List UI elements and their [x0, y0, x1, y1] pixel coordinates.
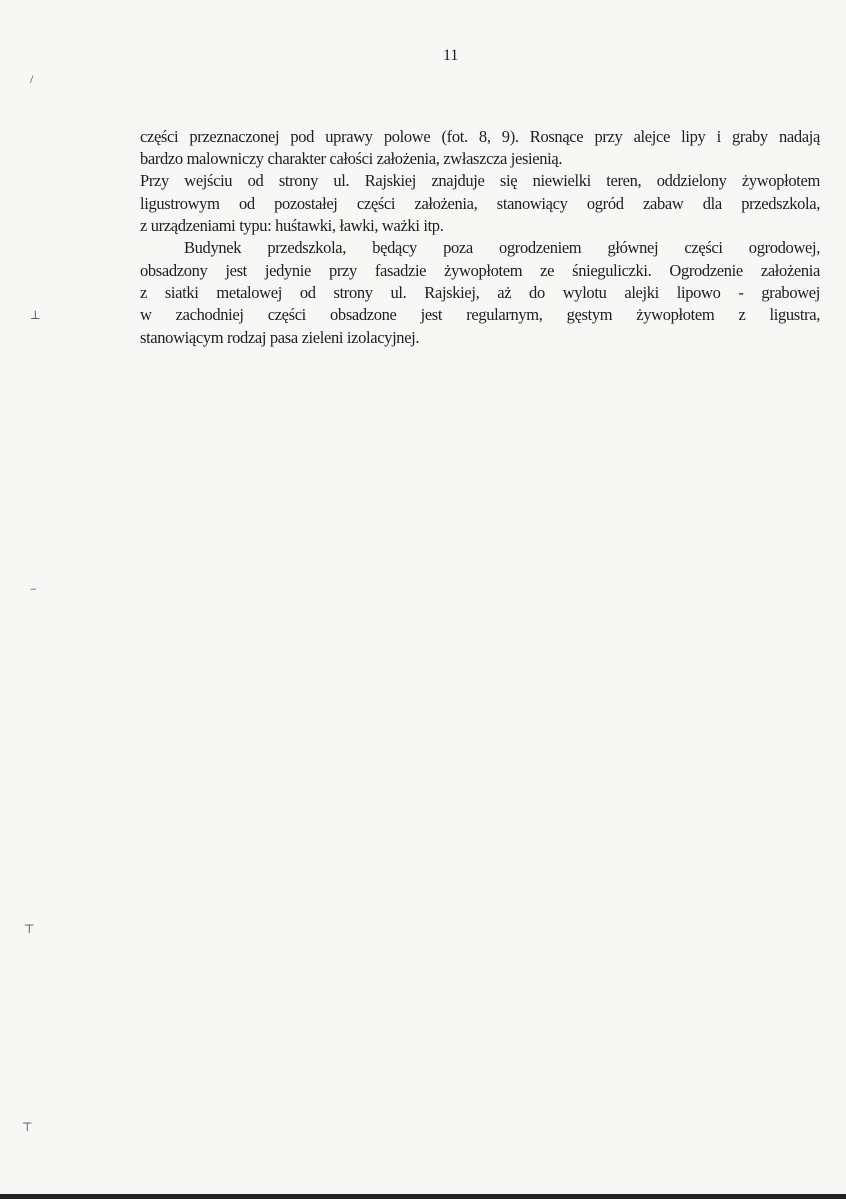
- text-line: z urządzeniami typu: huśtawki, ławki, ważki itp.: [140, 216, 444, 235]
- text-line: obsadzony jest jedynie przy fasadzie żywopłotem ze śnieguliczki. Ogrodzenie założenia: [140, 261, 820, 280]
- scan-mark-icon: ⊤: [24, 922, 35, 936]
- scan-mark-icon: −: [30, 582, 37, 596]
- scan-mark-icon: ⊤: [22, 1120, 33, 1134]
- text-line: części przeznaczonej pod uprawy polowe (fot. 8, 9). Rosnące przy alejce lipy i graby nadają: [140, 127, 820, 146]
- text-line: ligustrowym od pozostałej części założenia, stanowiący ogród zabaw dla przedszkola,: [140, 194, 820, 213]
- text-line: Przy wejściu od strony ul. Rajskiej znajduje się niewielki teren, oddzielony żywopłotem: [140, 171, 820, 190]
- text-line: bardzo malowniczy charakter całości założenia, zwłaszcza jesienią.: [140, 149, 563, 168]
- text-line: z siatki metalowej od strony ul. Rajskiej, aż do wylotu alejki lipowo - grabowej: [140, 283, 820, 302]
- scan-edge: [0, 1194, 846, 1199]
- text-line: w zachodniej części obsadzone jest regularnym, gęstym żywopłotem z ligustra,: [140, 305, 820, 324]
- text-line: Budynek przedszkola, będący poza ogrodzeniem głównej części ogrodowej,: [184, 238, 820, 257]
- page-number: 11: [443, 47, 459, 64]
- scan-mark-icon: ⊥: [30, 308, 41, 322]
- scan-mark-icon: /: [30, 72, 34, 86]
- text-line: stanowiącym rodzaj pasa zieleni izolacyjnej.: [140, 328, 420, 347]
